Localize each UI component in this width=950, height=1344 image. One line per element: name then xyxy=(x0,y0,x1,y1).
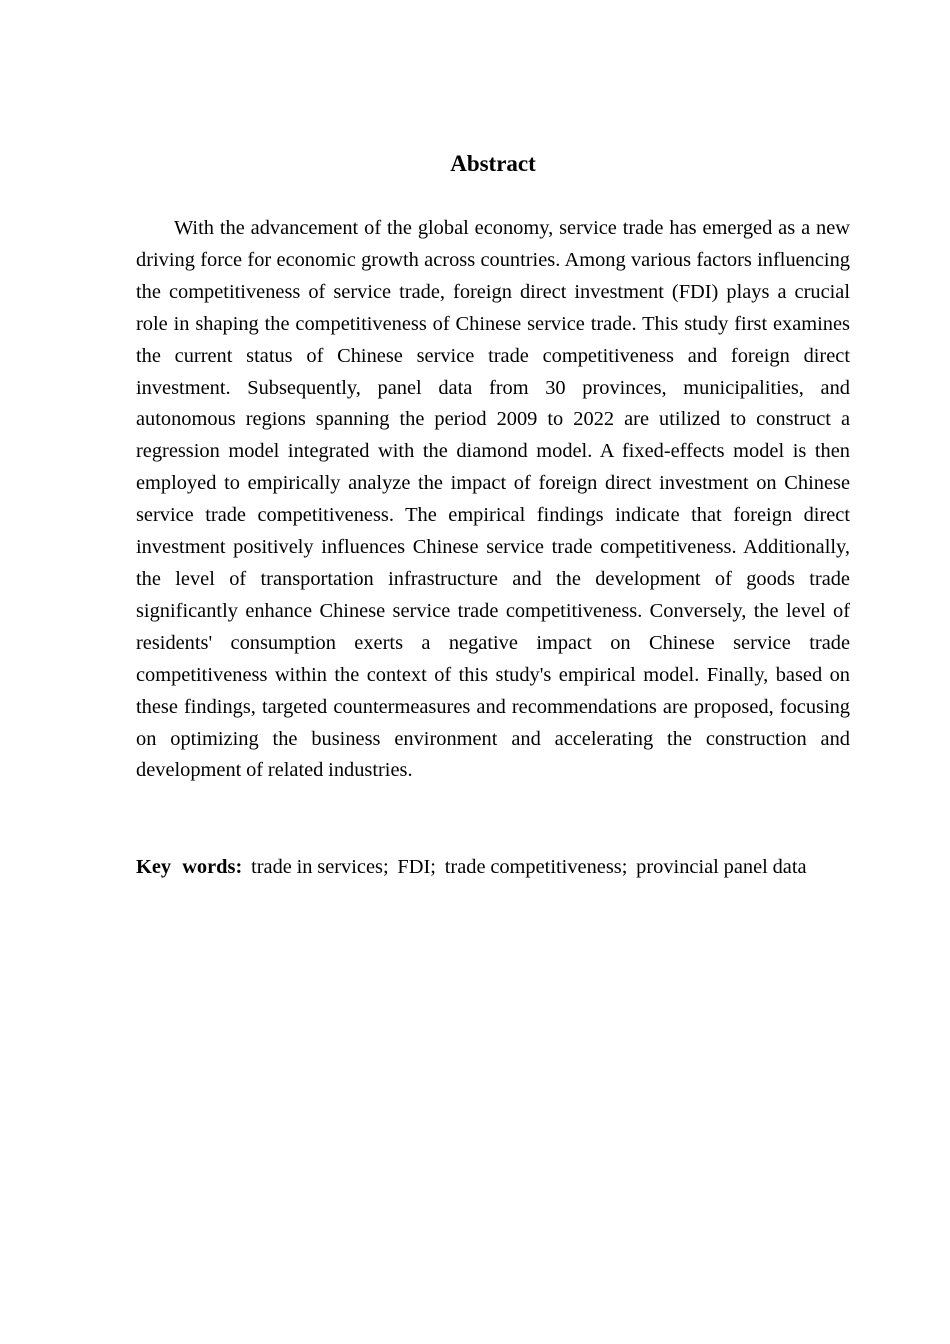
abstract-body: With the advancement of the global economy, service trade has emerged as a new driving force for economic growth across countries. Among various factors influencing the competitiveness of service trade, foreign direct investment (FDI) plays a crucial role in shaping the competitiveness of Chinese service trade. This study first examines the current status of Chinese service trade competitiveness and foreign direct investment. Subsequently, panel data from 30 provinces, municipalities, and autonomous regions spanning the period 2009 to 2022 are utilized to construct a regression model integrated with the diamond model. A fixed-effects model is then employed to empirically analyze the impact of foreign direct investment on Chinese service trade competitiveness. The empirical findings indicate that foreign direct investment positively influences Chinese service trade competitiveness. Additionally, the level of transportation infrastructure and the development of goods trade significantly enhance Chinese service trade competitiveness. Conversely, the level of residents' consumption exerts a negative impact on Chinese service trade competitiveness within the context of this study's empirical model. Finally, based on these findings, targeted countermeasures and recommendations are proposed, focusing on optimizing the business environment and accelerating the construction and development of related industries. xyxy=(136,217,850,782)
abstract-title: Abstract xyxy=(450,151,536,176)
keywords-line xyxy=(136,852,850,884)
keyword-item: trade in services; xyxy=(251,856,389,878)
keyword-item: provincial panel data xyxy=(636,856,807,878)
keyword-item: FDI; xyxy=(397,856,436,878)
keyword-item: trade competitiveness; xyxy=(444,856,628,878)
keywords-label: Key words: xyxy=(136,856,243,878)
